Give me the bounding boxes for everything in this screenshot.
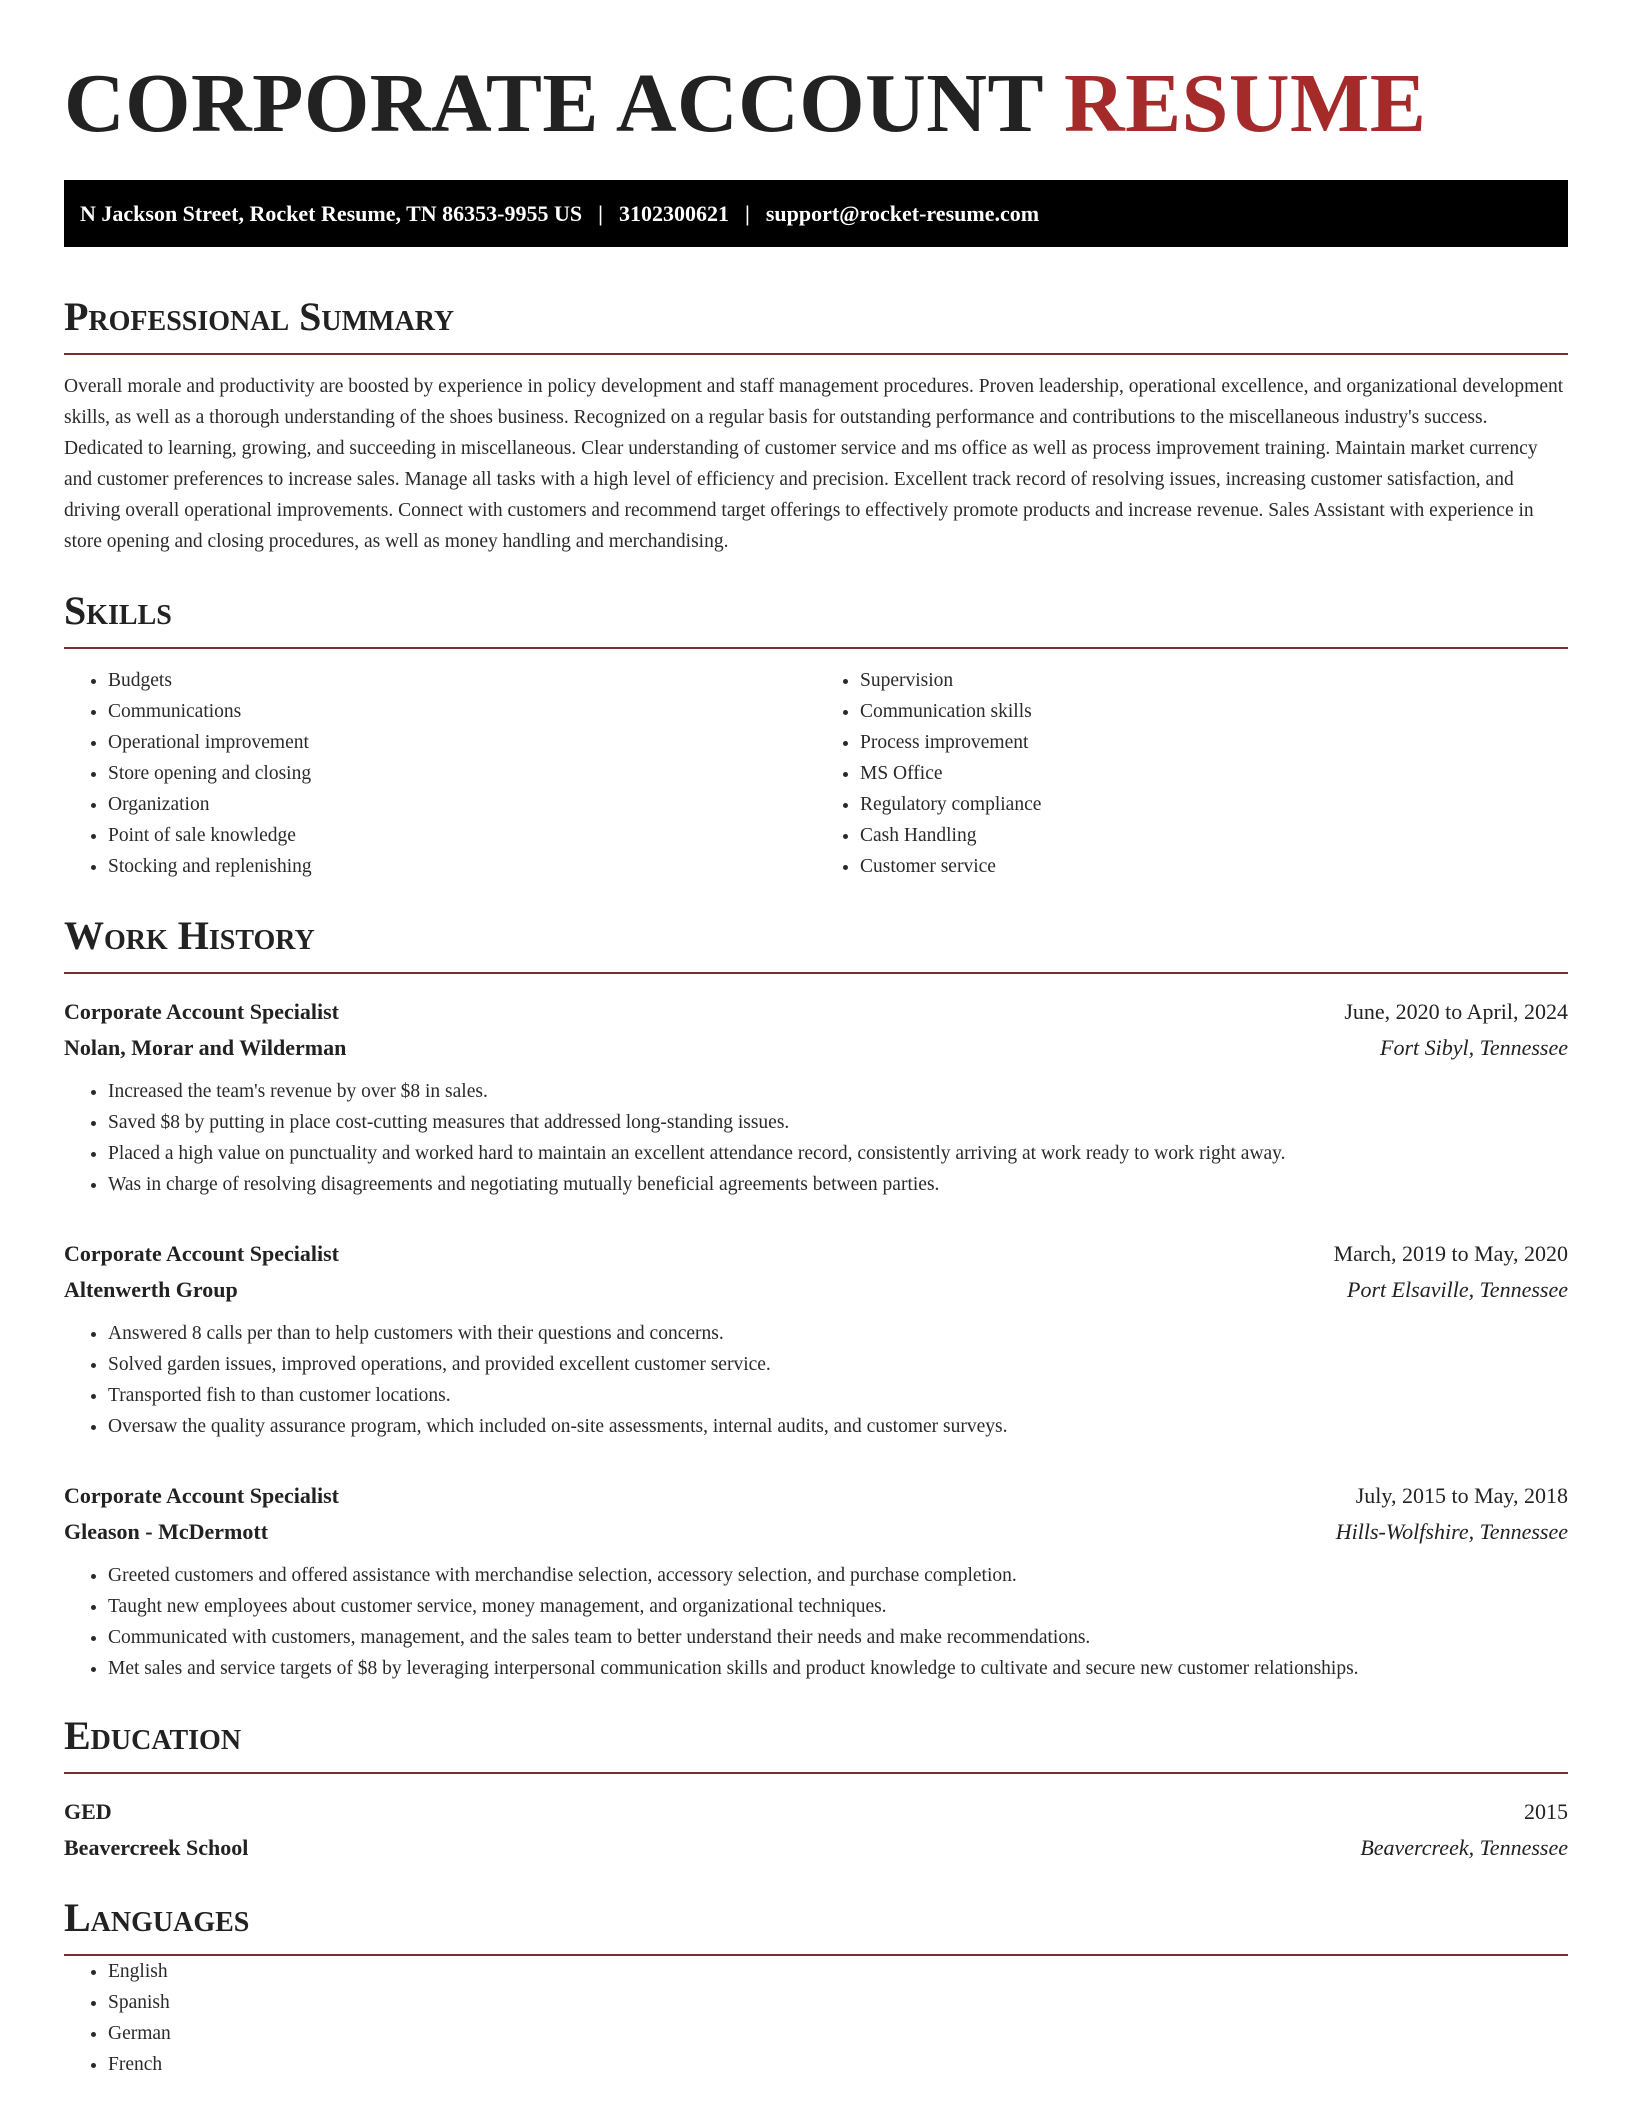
summary-text: Overall morale and productivity are boosted by experience in policy development and staff management procedures. Proven leadership, operational excellence, and organizational development skills, as well as a thorough understanding of the shoes business. Recognized on a regular basis for outstanding performance and contributions to the miscellaneous industry's success. Dedicated to learning, growing, and succeeding in miscellaneous. Clear understanding of customer service and ms office as well as process improvement training. Maintain market currency and customer preferences to increase sales. Manage all tasks with a high level of efficiency and precision. Excellent track record of resolving issues, increasing customer satisfaction, and driving overall operational improvements. Connect with customers and recommend target offerings to effectively promote products and increase revenue. Sales Assistant with experience in store opening and closing procedures, as well as money handling and merchandising. xyxy=(64,376,1564,552)
education-year: 2015 xyxy=(1524,1799,1568,1824)
skill-item: • Process improvement xyxy=(860,727,1568,758)
job-bullet: • Taught new employees about customer service, money management, and organizational techniques. xyxy=(108,1591,1568,1622)
contact-phone: 3102300621 xyxy=(618,200,729,226)
job-company: Altenwerth Group xyxy=(64,1277,238,1302)
job-bullets xyxy=(64,1560,1568,1684)
education-degree-row xyxy=(64,1794,1568,1830)
job-company: Gleason - McDermott xyxy=(64,1519,269,1544)
job-bullet: • Transported fish to than customer locations. xyxy=(108,1380,1568,1411)
job-entry xyxy=(64,994,1568,1200)
job-entry xyxy=(64,1236,1568,1442)
skill-item: • Budgets xyxy=(108,665,816,696)
skill-item: • Stocking and replenishing xyxy=(108,851,816,882)
job-bullets xyxy=(64,1318,1568,1442)
skill-item: • Communication skills xyxy=(860,696,1568,727)
contact-address: N Jackson Street, Rocket Resume, TN 86353-9955 US xyxy=(80,200,583,226)
skill-item: • Communications xyxy=(108,696,816,727)
language-item: • German xyxy=(108,2018,1568,2049)
education-location: Beavercreek, Tennessee xyxy=(1360,1835,1568,1860)
job-bullet: • Solved garden issues, improved operations, and provided excellent customer service. xyxy=(108,1349,1568,1380)
education-entry xyxy=(64,1794,1568,1866)
skill-item: • Cash Handling xyxy=(860,820,1568,851)
job-title-row xyxy=(64,994,1568,1030)
skill-item: • Store opening and closing xyxy=(108,758,816,789)
job-dates: June, 2020 to April, 2024 xyxy=(1344,999,1568,1024)
job-company-row xyxy=(64,1514,1568,1550)
job-bullet: • Increased the team's revenue by over $8 in sales. xyxy=(108,1076,1568,1107)
skills-heading: Skills xyxy=(64,587,1568,649)
languages-heading: Languages xyxy=(64,1894,1568,1956)
skill-item: • Organization xyxy=(108,789,816,820)
title-accent: RESUME xyxy=(1063,57,1427,150)
language-item: • Spanish xyxy=(108,1987,1568,2018)
contact-bar xyxy=(64,180,1568,247)
contact-email: support@rocket-resume.com xyxy=(765,200,1040,226)
job-company-row xyxy=(64,1272,1568,1308)
skill-item: • Point of sale knowledge xyxy=(108,820,816,851)
skill-item: • Customer service xyxy=(860,851,1568,882)
job-bullet: • Oversaw the quality assurance program, which included on-site assessments, internal audits, and customer surveys. xyxy=(108,1411,1568,1442)
job-title: Corporate Account Specialist xyxy=(64,1483,339,1508)
education-heading: Education xyxy=(64,1712,1568,1774)
job-bullet: • Greeted customers and offered assistance with merchandise selection, accessory selection, and purchase completion. xyxy=(108,1560,1568,1591)
language-item: • English xyxy=(108,1956,1568,1987)
languages-list xyxy=(64,1956,1568,2080)
summary-heading: Professional Summary xyxy=(64,293,1568,355)
job-company: Nolan, Morar and Wilderman xyxy=(64,1035,347,1060)
skills-list-left xyxy=(64,665,816,882)
job-title-row xyxy=(64,1478,1568,1514)
job-bullet: • Placed a high value on punctuality and worked hard to maintain an excellent attendance record, consistently arriving at work ready to work right away. xyxy=(108,1138,1568,1169)
job-location: Fort Sibyl, Tennessee xyxy=(1380,1035,1568,1060)
education-school: Beavercreek School xyxy=(64,1835,249,1860)
job-bullet: • Met sales and service targets of $8 by leveraging interpersonal communication skills and product knowledge to cultivate and secure new customer relationships. xyxy=(108,1653,1568,1684)
language-item: • French xyxy=(108,2049,1568,2080)
job-dates: July, 2015 to May, 2018 xyxy=(1355,1483,1568,1508)
work-history-section xyxy=(64,912,1568,1684)
education-degree: GED xyxy=(64,1799,112,1824)
skill-item: • Operational improvement xyxy=(108,727,816,758)
contact-separator: | xyxy=(744,200,750,226)
job-title: Corporate Account Specialist xyxy=(64,1241,339,1266)
skills-list-right xyxy=(816,665,1568,882)
job-bullet: • Answered 8 calls per than to help customers with their questions and concerns. xyxy=(108,1318,1568,1349)
job-location: Port Elsaville, Tennessee xyxy=(1347,1277,1568,1302)
job-bullet: • Communicated with customers, management, and the sales team to better understand their needs and make recommendations. xyxy=(108,1622,1568,1653)
title-main: CORPORATE ACCOUNT xyxy=(64,57,1043,150)
skill-item: • MS Office xyxy=(860,758,1568,789)
skills-section xyxy=(64,587,1568,882)
job-entry xyxy=(64,1478,1568,1684)
job-bullet: • Saved $8 by putting in place cost-cutting measures that addressed long-standing issues. xyxy=(108,1107,1568,1138)
resume-title xyxy=(64,0,1568,152)
languages-section xyxy=(64,1894,1568,2080)
job-title-row xyxy=(64,1236,1568,1272)
education-school-row xyxy=(64,1830,1568,1866)
skill-item: • Supervision xyxy=(860,665,1568,696)
job-dates: March, 2019 to May, 2020 xyxy=(1333,1241,1568,1266)
skills-grid xyxy=(64,665,1568,882)
job-bullets xyxy=(64,1076,1568,1200)
work-history-heading: Work History xyxy=(64,912,1568,974)
skills-column-right xyxy=(816,665,1568,882)
job-title: Corporate Account Specialist xyxy=(64,999,339,1024)
skill-item: • Regulatory compliance xyxy=(860,789,1568,820)
skills-column-left xyxy=(64,665,816,882)
summary-section xyxy=(64,293,1568,557)
job-company-row xyxy=(64,1030,1568,1066)
education-section xyxy=(64,1712,1568,1866)
job-location: Hills-Wolfshire, Tennessee xyxy=(1335,1519,1568,1544)
job-bullet: • Was in charge of resolving disagreements and negotiating mutually beneficial agreements between parties. xyxy=(108,1169,1568,1200)
contact-separator: | xyxy=(598,200,603,226)
